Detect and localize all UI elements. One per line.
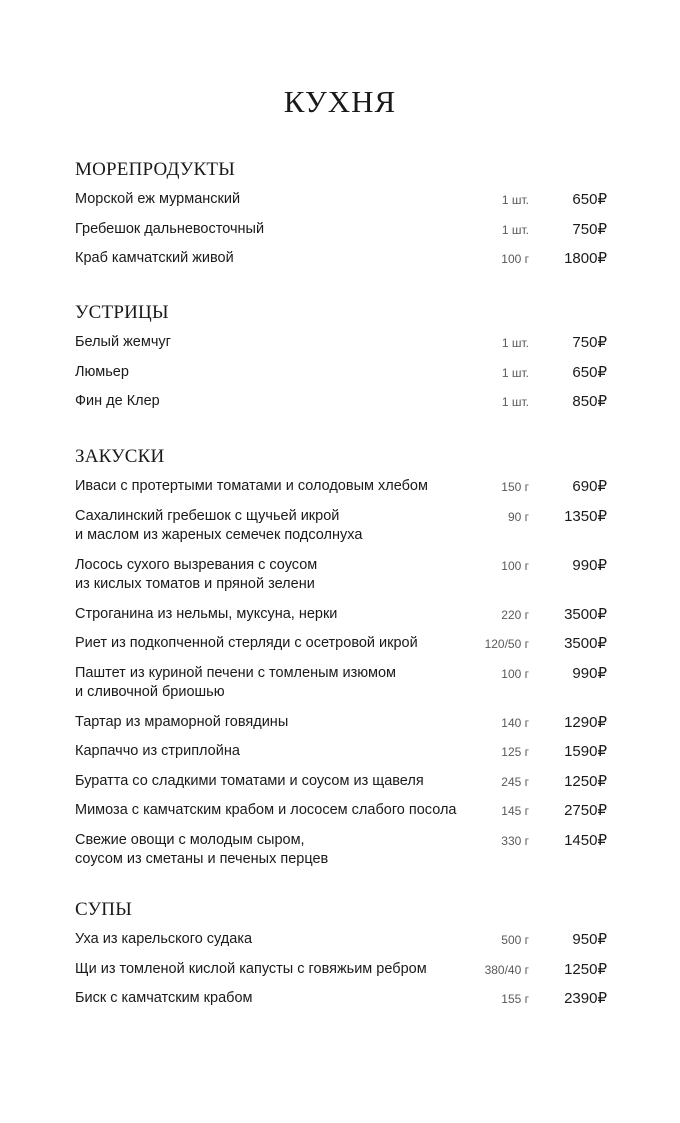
section-title: МОРЕПРОДУКТЫ [75,159,235,180]
item-price: 2750₽ [564,802,607,819]
item-weight: 1 шт. [501,395,529,409]
item-price: 650₽ [572,363,607,381]
item-weight: 100 г [501,666,529,681]
item-name: Лосось сухого вызревания с соусом из кислых томатов и пряной зелени [75,556,318,592]
menu-item [75,772,607,792]
item-weight: 1 шт. [501,336,529,350]
item-weight: 155 г [501,992,529,1006]
item-weight: 90 г [507,509,529,524]
item-name: Мимоза с камчатским крабом и лососем слабого посола [75,802,457,818]
section-title: ЗАКУСКИ [75,446,165,467]
section-title: СУПЫ [75,899,132,920]
menu-item [75,190,607,210]
section-soups [75,898,607,1019]
item-weight: 1 шт. [501,365,529,380]
item-name: Строганина из нельмы, муксуна, нерки [75,605,338,622]
item-price: 850₽ [572,393,607,410]
section-title: УСТРИЦЫ [75,302,169,323]
menu-item [75,930,607,950]
item-weight: 245 г [501,774,529,789]
item-price: 950₽ [572,931,607,948]
item-price: 1590₽ [564,743,607,760]
item-name: Морской еж мурманский [75,191,241,207]
item-name: Белый жемчуг [75,334,171,350]
page-title: КУХНЯ [283,84,397,119]
item-weight: 1 шт. [501,193,529,207]
menu-item [75,634,607,654]
item-price: 1290₽ [564,713,607,731]
item-price: 1250₽ [564,772,607,790]
item-name: Краб камчатский живой [75,250,234,266]
menu-item [75,664,607,703]
item-name: Буратта со сладкими томатами и соусом из щавеля [75,772,424,789]
menu-item [75,801,607,821]
item-name: Щи из томленой кислой капусты с говяжьим ребром [75,960,427,977]
item-name: Сахалинский гребешок с щучьей икрой и маслом из жареных семечек подсолнуха [75,507,363,543]
menu-item [75,249,607,269]
item-name: Тартар из мраморной говядины [75,713,289,730]
menu-item [75,742,607,762]
menu-item [75,713,607,733]
item-name: Свежие овощи с молодым сыром, соусом из сметаны и печеных перцев [75,831,329,867]
item-name: Риет из подкопченной стерляди с осетровой икрой [75,635,418,651]
menu-item [75,989,607,1009]
item-price: 750₽ [572,334,607,351]
item-price: 1350₽ [564,507,607,525]
item-price: 3500₽ [564,635,607,652]
item-weight: 125 г [501,745,529,759]
item-weight: 380/40 г [484,962,529,977]
section-seafood [75,158,607,279]
menu-item [75,392,607,412]
item-price: 650₽ [572,191,607,208]
menu-item [75,220,607,240]
menu-item [75,831,607,870]
item-name: Биск с камчатским крабом [75,990,253,1006]
item-weight: 100 г [501,252,529,266]
item-name: Иваси с протертыми томатами и солодовым хлебом [75,478,428,494]
item-price: 1250₽ [564,960,607,978]
menu-item [75,363,607,383]
section-appetizers [75,445,607,880]
item-weight: 140 г [501,715,529,730]
item-weight: 330 г [501,833,529,848]
section-oysters [75,301,607,422]
item-name: Гребешок дальневосточный [75,220,265,237]
item-weight: 120/50 г [484,637,529,651]
item-weight: 145 г [501,804,529,818]
menu-item [75,477,607,497]
item-name: Фин де Клер [75,393,160,409]
item-name: Паштет из куриной печени с томленым изюмом и сливочной бриошью [75,664,396,700]
item-name: Люмьер [75,363,129,380]
item-weight: 100 г [501,558,529,573]
item-price: 1450₽ [564,831,607,849]
menu-item [75,960,607,980]
item-price: 1800₽ [564,250,607,267]
item-weight: 150 г [501,480,529,494]
item-name: Уха из карельского судака [75,931,253,947]
item-price: 2390₽ [564,990,607,1007]
item-name: Карпаччо из стриплойна [75,743,240,759]
item-price: 690₽ [572,478,607,495]
menu-item [75,605,607,625]
item-price: 990₽ [572,664,607,682]
item-price: 3500₽ [564,605,607,623]
menu-item [75,333,607,353]
item-weight: 220 г [501,607,529,622]
menu-item [75,507,607,546]
item-price: 750₽ [572,220,607,238]
item-weight: 1 шт. [501,222,529,237]
menu-item [75,556,607,595]
item-price: 990₽ [572,556,607,574]
item-weight: 500 г [501,933,529,947]
